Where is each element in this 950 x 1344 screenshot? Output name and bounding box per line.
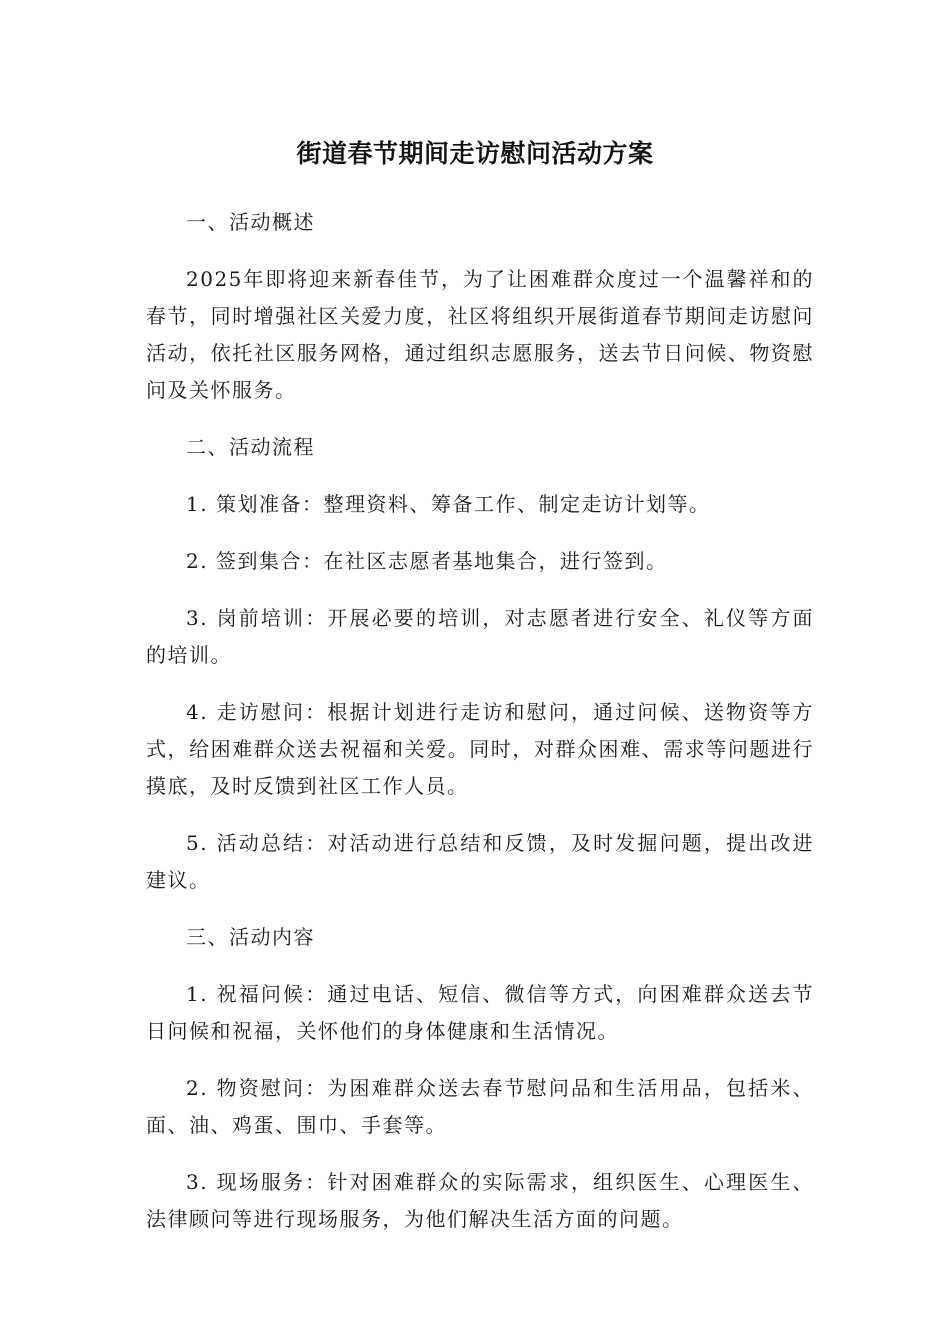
paragraph-process-1: 1. 策划准备：整理资料、筹备工作、制定走访计划等。 — [186, 492, 711, 516]
paragraph-content-3: 3. 现场服务：针对困难群众的实际需求，组织医生、心理医生、法律顾问等进行现场服务，为他们解决生活方面的问题。 — [146, 1170, 814, 1231]
document-title: 街道春节期间走访慰问活动方案 — [296, 139, 654, 168]
section-heading-content: 三、活动内容 — [186, 925, 315, 949]
section-heading-process: 二、活动流程 — [186, 435, 315, 459]
section-heading-overview: 一、活动概述 — [186, 210, 315, 234]
paragraph-process-5: 5. 活动总结：对活动进行总结和反馈，及时发掘问题，提出改进建议。 — [146, 831, 814, 892]
document-body — [146, 204, 814, 1258]
paragraph-content-2: 2. 物资慰问：为困难群众送去春节慰问品和生活用品，包括米、面、油、鸡蛋、围巾、手套等。 — [146, 1076, 814, 1137]
paragraph-process-3: 3. 岗前培训：开展必要的培训，对志愿者进行安全、礼仪等方面的培训。 — [146, 606, 814, 667]
paragraph-process-4: 4. 走访慰问：根据计划进行走访和慰问，通过问候、送物资等方式，给困难群众送去祝福和关爱。同时，对群众困难、需求等问题进行摸底，及时反馈到社区工作人员。 — [146, 700, 814, 798]
paragraph-content-1: 1. 祝福问候：通过电话、短信、微信等方式，向困难群众送去节日问候和祝福，关怀他们的身体健康和生活情况。 — [146, 982, 814, 1043]
paragraph-overview: 2025年即将迎来新春佳节，为了让困难群众度过一个温馨祥和的春节，同时增强社区关爱力度，社区将组织开展街道春节期间走访慰问活动，依托社区服务网格，通过组织志愿服务，送去节日问候、物资慰问及关怀服务。 — [146, 267, 814, 402]
paragraph-process-2: 2. 签到集合：在社区志愿者基地集合，进行签到。 — [186, 549, 668, 573]
